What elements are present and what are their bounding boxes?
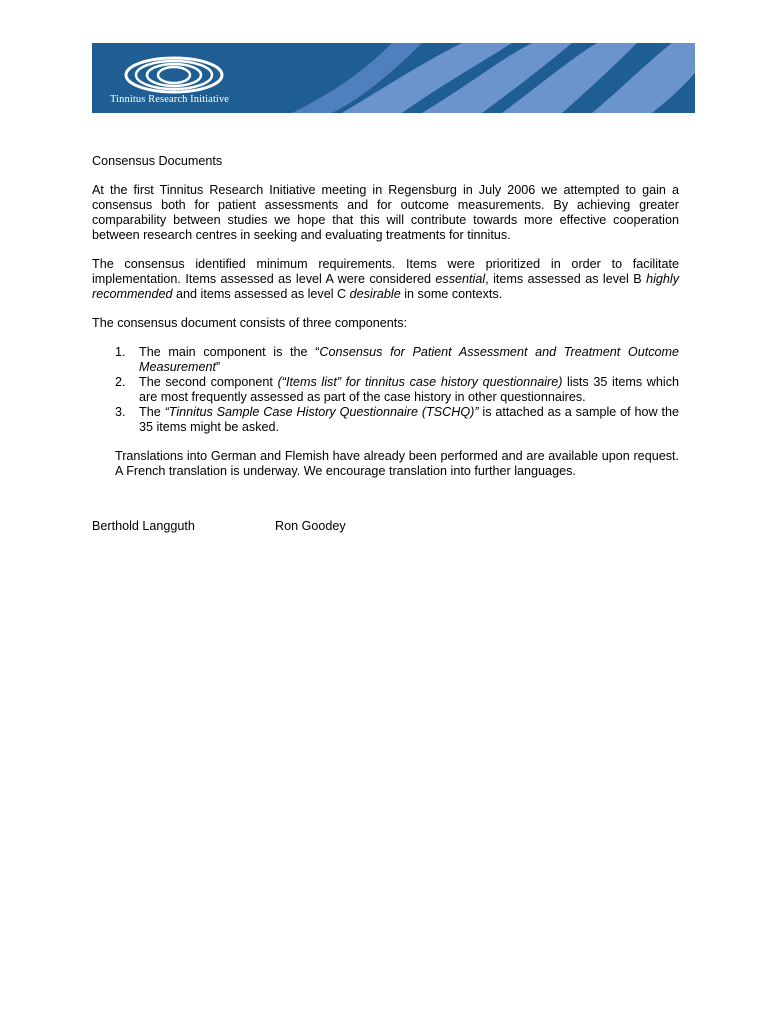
paragraph-consensus: The consensus identified minimum requirements. Items were prioritized in order to facilitate implementation. Items assessed as level A were considered essential, items assessed as level B highly recommended and items assessed as level C desirable in some contexts. (92, 257, 679, 301)
list-item: 2. The second component (“Items list” for tinnitus case history questionnaire) lists 35 items which are most frequently assessed as part of the case history in other questionnaires. (115, 375, 679, 404)
org-name: Tinnitus Research Initiative (110, 94, 230, 105)
signature-langguth: Berthold Langguth (92, 519, 195, 533)
document-title: Consensus Documents (92, 154, 223, 168)
components-list (92, 345, 679, 435)
signatures (92, 519, 492, 535)
paragraph-translations: Translations into German and Flemish have already been performed and are available upon request. A French translation is underway. We encourage translation into further languages. (115, 449, 679, 478)
paragraph-intro: At the first Tinnitus Research Initiative meeting in Regensburg in July 2006 we attempted to gain a consensus both for patient assessments and for outcome measurements. By achieving greater comparability between studies we hope that this will contribute towards more effective cooperation between research centres in seeking and evaluating treatments for tinnitus. (92, 183, 679, 242)
list-item: 1. The main component is the “Consensus for Patient Assessment and Treatment Outcome Measurement” (115, 345, 679, 374)
paragraph-components: The consensus document consists of three components: (92, 316, 408, 330)
list-item: 3. The “Tinnitus Sample Case History Questionnaire (TSCHQ)” is attached as a sample of how the 35 items might be asked. (115, 405, 680, 434)
document-body (92, 154, 679, 479)
header-banner (92, 43, 695, 113)
signature-goodey: Ron Goodey (275, 519, 346, 533)
